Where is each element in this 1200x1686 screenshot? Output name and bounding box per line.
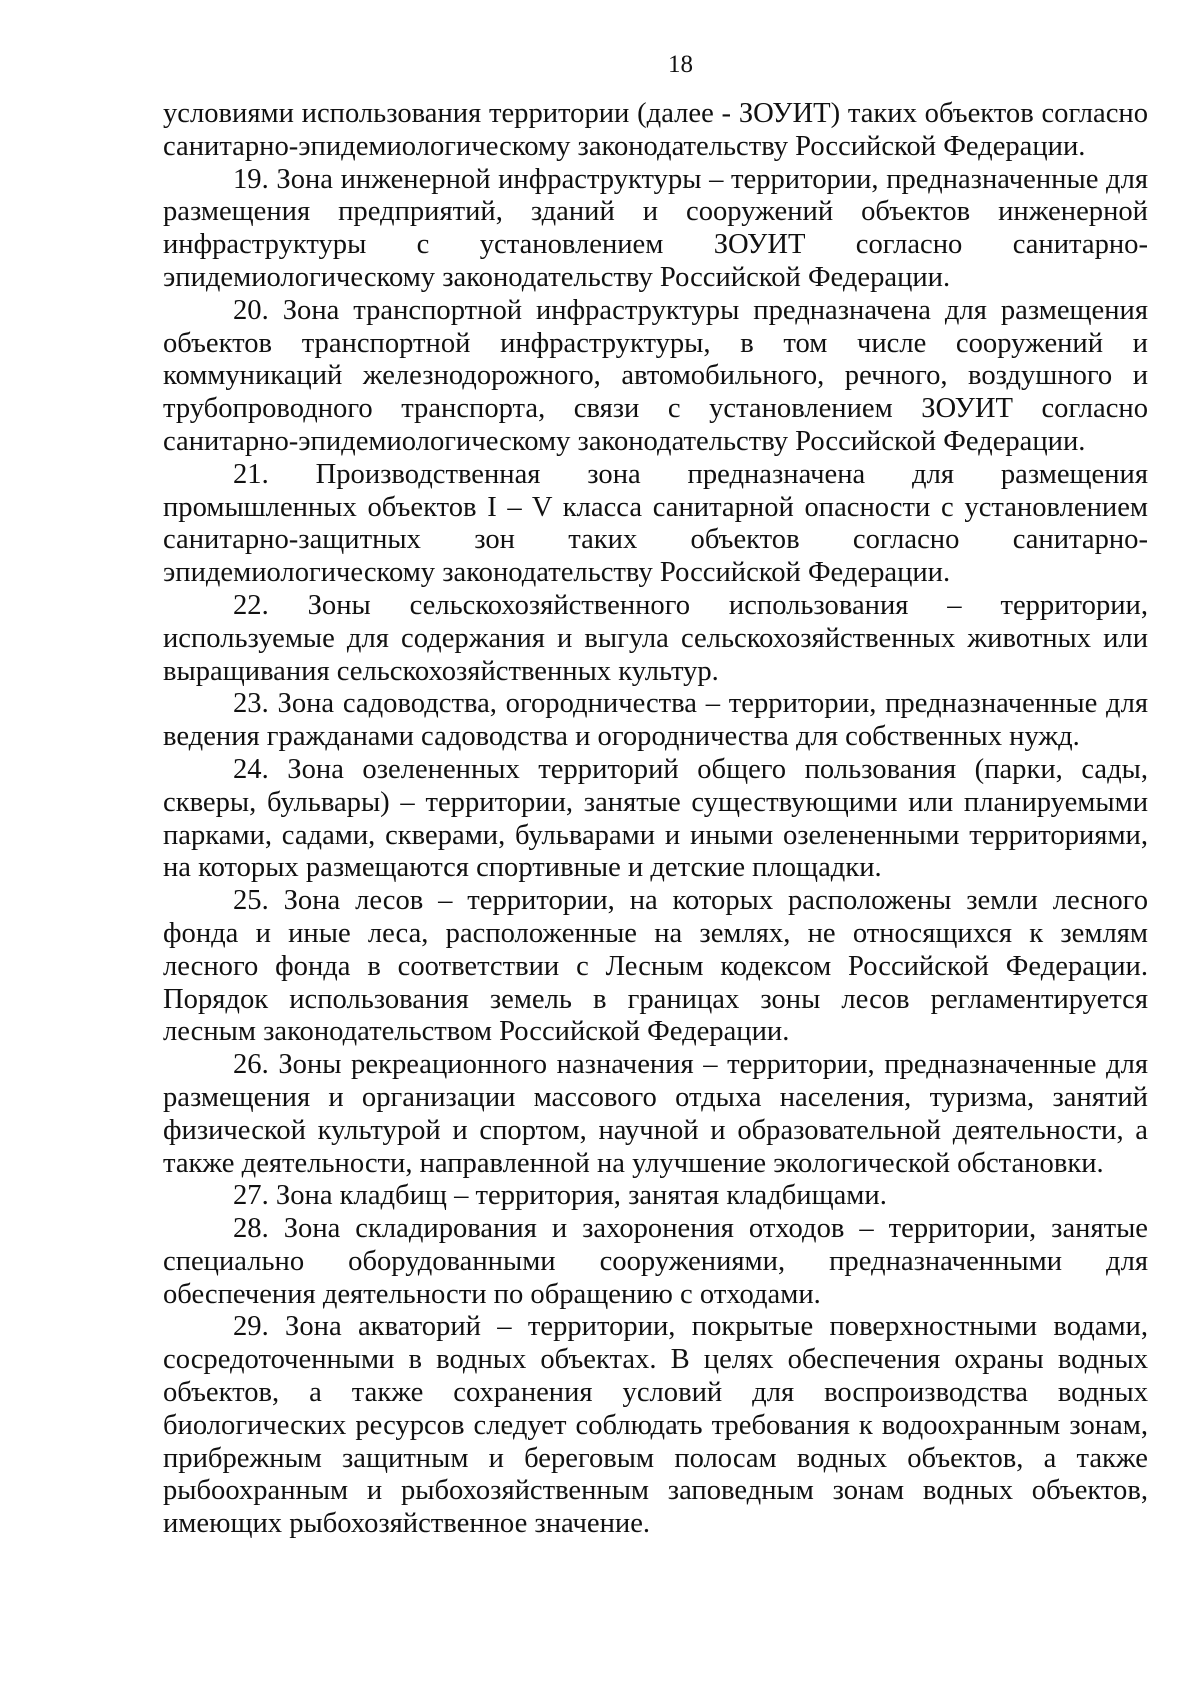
paragraph-19: 19. Зона инженерной инфраструктуры – территории, предназначенные для размещения предприятий, зданий и сооружений объектов инженерной инфраструктуры с установлением ЗОУИТ согласно санитарно-эпидемиологическому законодательству Российской Федерации. — [163, 163, 1148, 293]
paragraph-20: 20. Зона транспортной инфраструктуры предназначена для размещения объектов транспортной инфраструктуры, в том числе сооружений и коммуникаций железнодорожного, автомобильного, речного, воздушного и трубопроводного транспорта, связи с установлением ЗОУИТ согласно санитарно-эпидемиологическому законодательству Российской Федерации. — [163, 294, 1148, 457]
paragraph-22: 22. Зоны сельскохозяйственного использования – территории, используемые для содержания и выгула сельскохозяйственных животных или выращивания сельскохозяйственных культур. — [163, 589, 1148, 687]
paragraph-continuation: условиями использования территории (далее - ЗОУИТ) таких объектов согласно санитарно-эпидемиологическому законодательству Российской Федерации. — [163, 98, 1148, 162]
paragraph-25: 25. Зона лесов – территории, на которых расположены земли лесного фонда и иные леса, расположенные на землях, не относящихся к землям лесного фонда в соответствии с Лесным кодексом Российской Федерации. Порядок использования земель в границах зоны лесов регламентируется лесным законодательством Российской Федерации. — [163, 885, 1148, 1048]
paragraph-27: 27. Зона кладбищ – территория, занятая кладбищами. — [233, 1180, 887, 1212]
paragraph-28: 28. Зона складирования и захоронения отходов – территории, занятые специально оборудованными сооружениями, предназначенными для обеспечения деятельности по обращению с отходами. — [163, 1213, 1148, 1310]
paragraph-24: 24. Зона озелененных территорий общего пользования (парки, сады, скверы, бульвары) – территории, занятые существующими или планируемыми парками, садами, скверами, бульварами и иными озелененными территориями, на которых размещаются спортивные и детские площадки. — [163, 753, 1148, 884]
paragraph-29: 29. Зона акваторий – территории, покрытые поверхностными водами, сосредоточенными в водных объектах. В целях обеспечения охраны водных объектов, а также сохранения условий для воспроизводства водных биологических ресурсов следует соблюдать требования к водоохранным зонам, прибрежным защитным и береговым полосам водных объектов, а также рыбоохранным и рыбохозяйственным заповедным зонам водных объектов, имеющих рыбохозяйственное значение. — [163, 1311, 1148, 1540]
paragraph-26: 26. Зоны рекреационного назначения – территории, предназначенные для размещения и организации массового отдыха населения, туризма, занятий физической культурой и спортом, научной и образовательной деятельности, а также деятельности, направленной на улучшение экологической обстановки. — [163, 1049, 1148, 1179]
page-number: 18 — [668, 51, 693, 78]
document-body — [163, 98, 1148, 1541]
paragraph-21: 21. Производственная зона предназначена для размещения промышленных объектов I – V класса санитарной опасности с установлением санитарно-защитных зон таких объектов согласно санитарно-эпидемиологическому законодательству Российской Федерации. — [163, 458, 1148, 589]
paragraph-23: 23. Зона садоводства, огородничества – территории, предназначенные для ведения гражданами садоводства и огородничества для собственных нужд. — [163, 688, 1148, 753]
